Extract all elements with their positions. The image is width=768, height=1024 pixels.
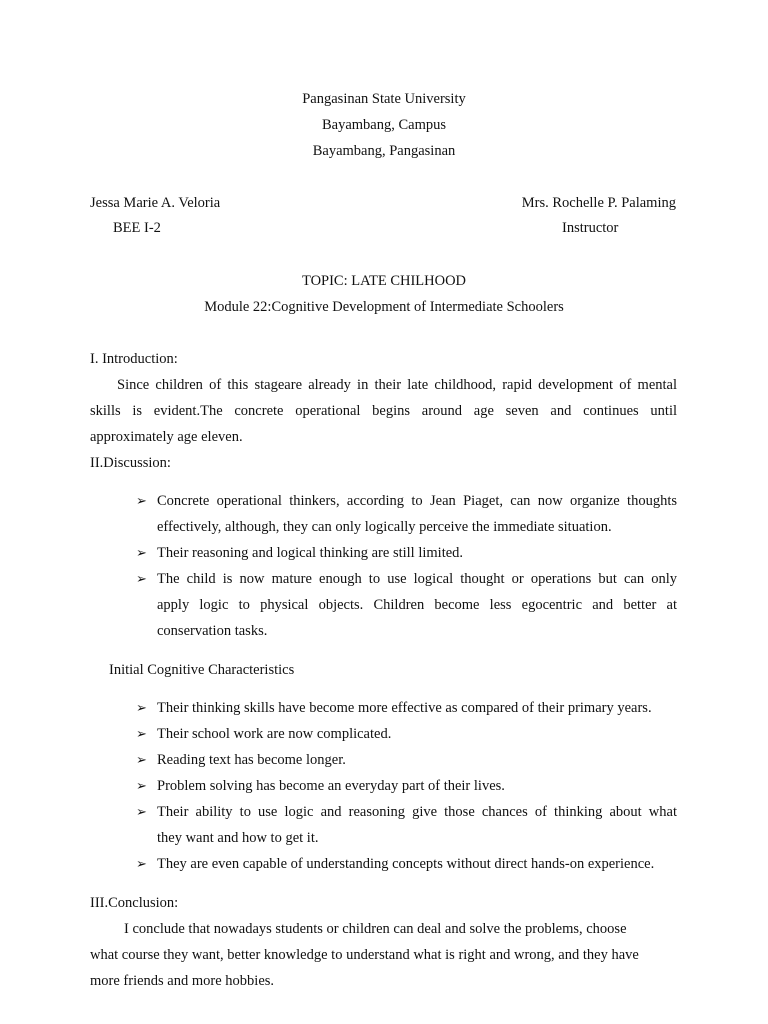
characteristic-line: Their school work are now complicated. [157, 726, 392, 742]
conclusion-line: what course they want, better knowledge to understand what is right and wrong, and they have [90, 947, 639, 963]
discussion-bullet-line: conservation tasks. [157, 623, 268, 639]
campus-name: Bayambang, Campus [321, 117, 447, 133]
arrow-bullet-icon: ➢ [136, 752, 147, 767]
introduction-line: approximately age eleven. [90, 429, 243, 445]
instructor-name: Mrs. Rochelle P. Palaming [521, 195, 676, 211]
characteristic-line: Reading text has become longer. [157, 752, 346, 768]
discussion-bullet-line: The child is now mature enough to use logical thought or operations but can only [157, 571, 677, 587]
student-name: Jessa Marie A. Veloria [90, 195, 221, 211]
discussion-bullet-line: apply logic to physical objects. Children become less egocentric and better at [157, 597, 677, 613]
arrow-bullet-icon: ➢ [136, 700, 147, 715]
conclusion-line: more friends and more hobbies. [90, 973, 275, 989]
characteristics-heading: Initial Cognitive Characteristics [109, 662, 295, 678]
discussion-bullet-line: Concrete operational thinkers, according to Jean Piaget, can now organize thoughts [157, 493, 677, 509]
discussion-bullet-line: Their reasoning and logical thinking are still limited. [157, 545, 464, 561]
arrow-bullet-icon: ➢ [136, 493, 147, 508]
topic-title: TOPIC: LATE CHILHOOD [301, 273, 467, 289]
arrow-bullet-icon: ➢ [136, 571, 147, 586]
campus-location: Bayambang, Pangasinan [312, 143, 456, 159]
discussion-bullet-line: effectively, although, they can only logically perceive the immediate situation. [157, 519, 612, 535]
characteristic-line: Problem solving has become an everyday part of their lives. [157, 778, 505, 794]
introduction-line: skills is evident.The concrete operational begins around age seven and continues until [90, 403, 677, 419]
conclusion-heading: III.Conclusion: [90, 895, 179, 911]
characteristic-line: Their ability to use logic and reasoning give those chances of thinking about what [157, 804, 677, 820]
arrow-bullet-icon: ➢ [136, 726, 147, 741]
university-name: Pangasinan State University [302, 91, 466, 107]
characteristic-line: They are even capable of understanding concepts without direct hands-on experience. [157, 856, 655, 872]
arrow-bullet-icon: ➢ [136, 778, 147, 793]
characteristic-line: Their thinking skills have become more effective as compared of their primary years. [157, 700, 652, 716]
arrow-bullet-icon: ➢ [136, 804, 147, 819]
characteristic-line: they want and how to get it. [157, 830, 319, 846]
introduction-heading: I. Introduction: [90, 351, 178, 367]
student-section: BEE I-2 [113, 220, 161, 236]
arrow-bullet-icon: ➢ [136, 856, 147, 871]
instructor-role: Instructor [562, 220, 619, 236]
conclusion-line: I conclude that nowadays students or children can deal and solve the problems, choose [124, 921, 627, 937]
discussion-heading: II.Discussion: [90, 455, 171, 471]
arrow-bullet-icon: ➢ [136, 545, 147, 560]
module-title: Module 22:Cognitive Development of Intermediate Schoolers [204, 299, 564, 315]
introduction-line: Since children of this stageare already in their late childhood, rapid development of mental [117, 377, 677, 393]
